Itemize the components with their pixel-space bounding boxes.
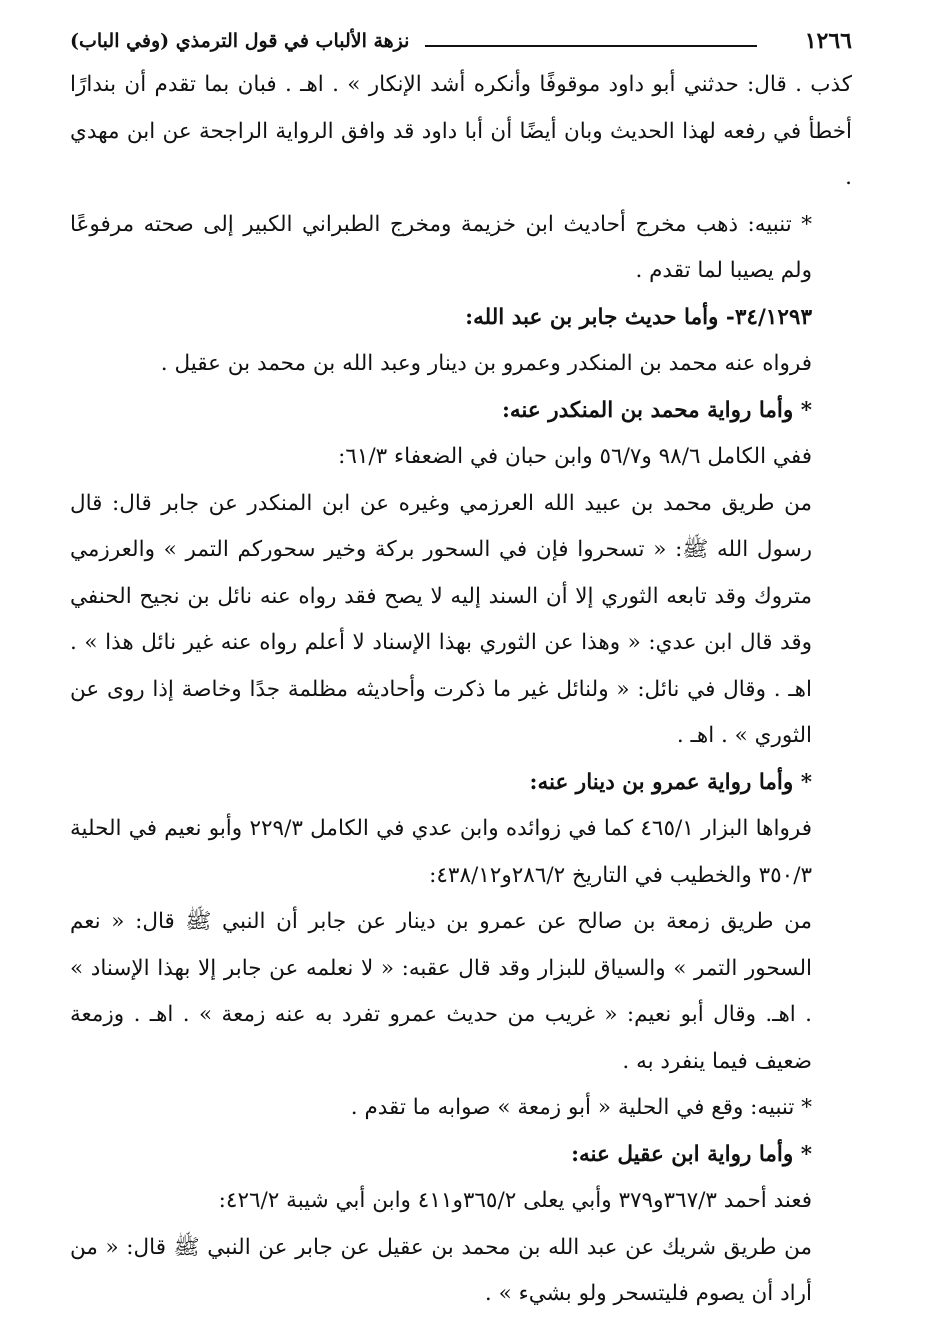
running-title: نزهة الألباب في قول الترمذي (وفي الباب) xyxy=(70,30,410,52)
paragraph-note-2: * تنبيه: وقع في الحلية « أبو زمعة » صوابه ما تقدم . xyxy=(350,1095,812,1120)
section-heading-jabir: ٣٤/١٢٩٣- وأما حديث جابر بن عبد الله: xyxy=(465,304,812,330)
book-page xyxy=(70,26,852,1318)
page-number: ١٢٦٦ xyxy=(804,28,852,54)
paragraph-sources-2: فرواها البزار ٤٦٥/١ كما في زوائده وابن عدي في الكامل ٢٢٩/٣ وأبو نعيم في الحلية ٣٥٠/٣ والخطيب في التاريخ ٢٨٦/٢و٤٣٨/١٢: xyxy=(70,816,812,888)
paragraph-sources-1: ففي الكامل ٩٨/٦ و٥٦/٧ وابن حبان في الضعفاء ٦١/٣: xyxy=(338,444,812,469)
paragraph-chain-1: من طريق محمد بن عبيد الله العرزمي وغيره عن ابن المنكدر عن جابر قال: قال رسول الله ﷺ: « تسحروا فإن في السحور بركة وخير سحوركم التمر » والعرزمي متروك وقد تابعه الثوري إلا أن السند إليه لا يصح فقد رواه عنه نائل بن نجيح الحنفي وقد قال ابن عدي: « وهذا عن الثوري بهذا الإسناد لا أعلم رواه عنه غير نائل هذا » . اهـ . وقال في نائل: « ولنائل غير ما ذكرت وأحاديثه مظلمة جدًا وخاصة إذا روى عن الثوري » . اهـ . xyxy=(70,490,812,748)
subheading-ibn-al-munkadir: * وأما رواية محمد بن المنكدر عنه: xyxy=(501,397,812,423)
paragraph-note-1: * تنبيه: ذهب مخرج أحاديث ابن خزيمة ومخرج الطبراني الكبير إلى صحته مرفوعًا ولم يصيبا لما تقدم . xyxy=(70,211,812,283)
page-header xyxy=(70,26,852,62)
paragraph-sources-3: فعند أحمد ٣٦٧/٣و٣٧٩ وأبي يعلى ٣٦٥/٢و٤١١ وابن أبي شيبة ٤٢٦/٢: xyxy=(218,1188,812,1213)
subheading-ibn-aqil: * وأما رواية ابن عقيل عنه: xyxy=(571,1141,812,1167)
page-body xyxy=(70,62,852,1318)
subheading-amr-ibn-dinar: * وأما رواية عمرو بن دينار عنه: xyxy=(529,769,812,795)
paragraph-narrators: فرواه عنه محمد بن المنكدر وعمرو بن دينار وعبد الله بن محمد بن عقيل . xyxy=(160,351,812,376)
header-rule xyxy=(425,45,757,47)
paragraph-continuation: كذب . قال: حدثني أبو داود موقوفًا وأنكره أشد الإنكار » . اهـ . فبان بما تقدم أن بندارًا أخطأ في رفعه لهذا الحديث وبان أيضًا أن أبا داود قد وافق الرواية الراجحة عن ابن مهدي . xyxy=(70,72,852,190)
paragraph-chain-3: من طريق شريك عن عبد الله بن محمد بن عقيل عن جابر عن النبي ﷺ قال: « من أراد أن يصوم فليتسحر ولو بشيء » . xyxy=(70,1234,812,1306)
paragraph-chain-2: من طريق زمعة بن صالح عن عمرو بن دينار عن جابر أن النبي ﷺ قال: « نعم السحور التمر » والسياق للبزار وقد قال عقبه: « لا نعلمه عن جابر إلا بهذا الإسناد » . اهـ. وقال أبو نعيم: « غريب من حديث عمرو تفرد به عنه زمعة » . اهـ . وزمعة ضعيف فيما ينفرد به . xyxy=(70,909,812,1074)
